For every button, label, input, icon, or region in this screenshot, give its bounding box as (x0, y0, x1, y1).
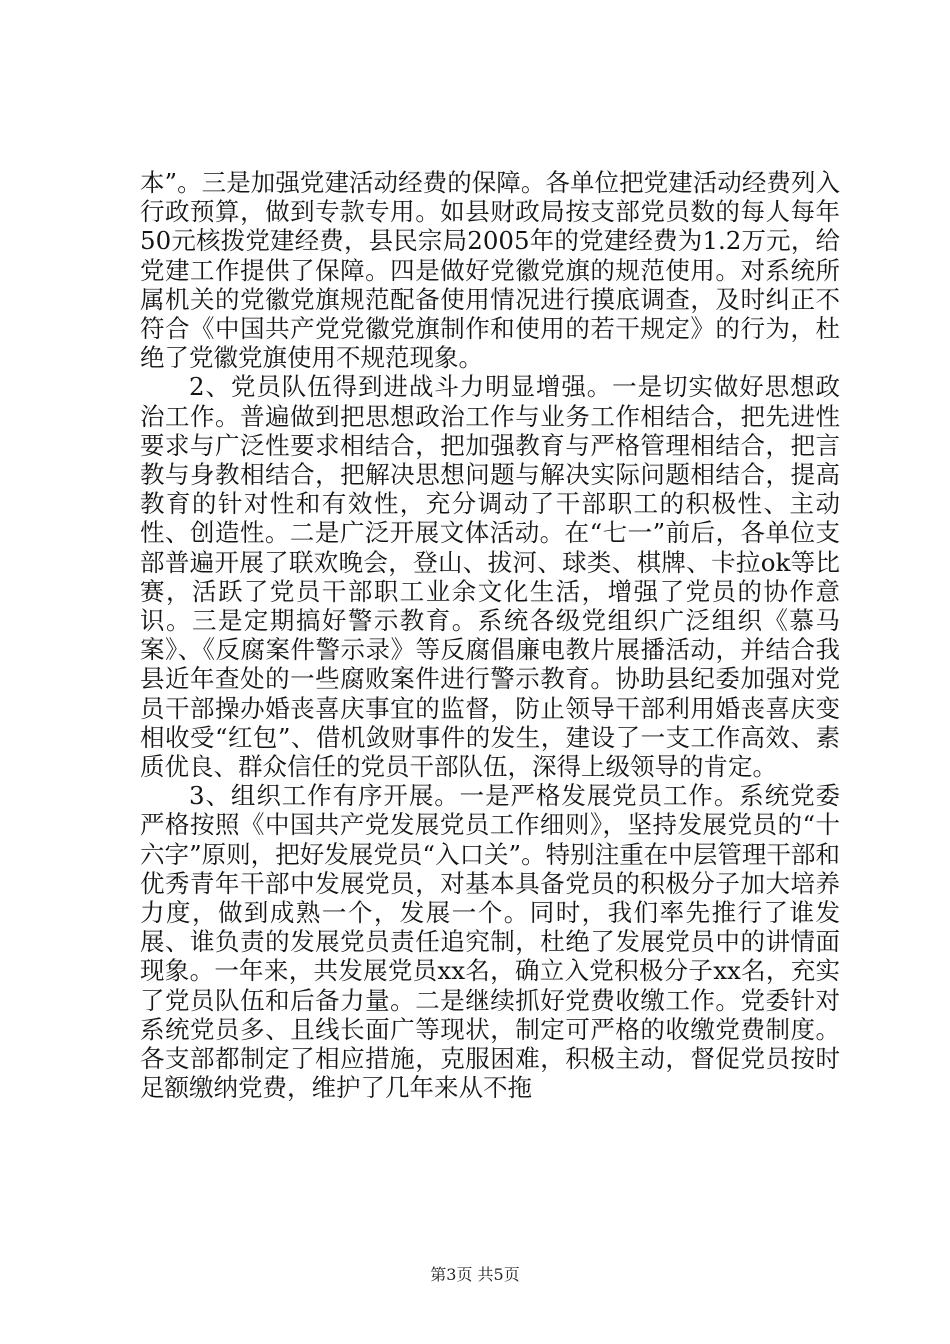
paragraph-continuation: 本”。三是加强党建活动经费的保障。各单位把党建活动经费列入行政预算，做到专款专用。如县财政局按支部党员数的每人每年50元核拨党建经费，县民宗局2005年的党建经费为1.2万元，给党建工作提供了保障。四是做好党徽党旗的规范使用。对系统所属机关的党徽党旗规范配备使用情况进行摸底调查，及时纠正不符合《中国共产党党徽党旗制作和使用的若干规定》的行为，杜绝了党徽党旗使用不规范现象。 (140, 168, 840, 373)
body-text (140, 168, 840, 1103)
paragraph-organization-work: 3、组织工作有序开展。一是严格发展党员工作。系统党委严格按照《中国共产党发展党员工作细则》，坚持发展党员的“十六字”原则，把好发展党员“入口关”。特别注重在中层管理干部和优秀青年干部中发展党员，对基本具备党员的积极分子加大培养力度，做到成熟一个，发展一个。同时，我们率先推行了谁发展、谁负责的发展党员责任追究制，杜绝了发展党员中的讲情面现象。一年来，共发展党员xx名，确立入党积极分子xx名，充实了党员队伍和后备力量。二是继续抓好党费收缴工作。党委针对系统党员多、且线长面广等现状，制定可严格的收缴党费制度。各支部都制定了相应措施，克服困难，积极主动，督促党员按时足额缴纳党费，维护了几年来从不拖 (140, 781, 840, 1103)
page-number-footer: 第3页 共5页 (430, 1265, 520, 1284)
paragraph-party-members: 2、党员队伍得到进战斗力明显增强。一是切实做好思想政治工作。普遍做到把思想政治工作与业务工作相结合，把先进性要求与广泛性要求相结合，把加强教育与严格管理相结合，把言教与身教相结合，把解决思想问题与解决实际问题相结合，提高教育的针对性和有效性，充分调动了干部职工的积极性、主动性、创造性。二是广泛开展文体活动。在“七一”前后，各单位支部普遍开展了联欢晚会，登山、拔河、球类、棋牌、卡拉ok等比赛，活跃了党员干部职工业余文化生活，增强了党员的协作意识。三是定期搞好警示教育。系统各级党组织广泛组织《慕马案》、《反腐案件警示录》等反腐倡廉电教片展播活动，并结合我县近年查处的一些腐败案件进行警示教育。协助县纪委加强对党员干部操办婚丧喜庆事宜的监督，防止领导干部利用婚丧喜庆变相收受“红包”、借机敛财事件的发生，建设了一支工作高效、素质优良、群众信任的党员干部队伍，深得上级领导的肯定。 (140, 372, 840, 782)
